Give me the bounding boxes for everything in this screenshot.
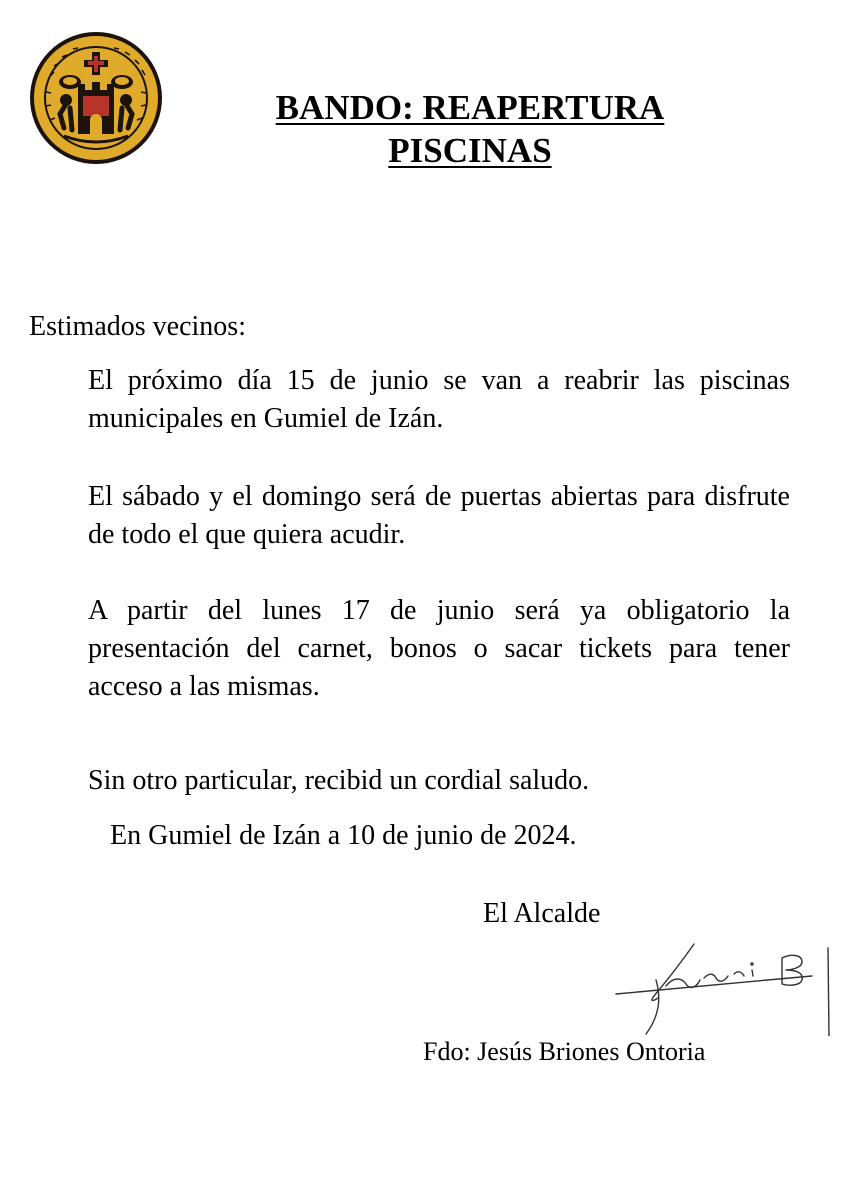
greeting: Estimados vecinos:: [29, 311, 246, 342]
title-line-1: BANDO: REAPERTURA: [275, 88, 665, 127]
municipal-seal-logo: [28, 30, 164, 166]
signed-by: Fdo: Jesús Briones Ontoria: [423, 1037, 706, 1066]
page-title: [200, 86, 740, 172]
paragraph-requirements: A partir del lunes 17 de junio será ya obligatorio la presentación del carnet, bonos o sacar tickets para tener acceso a las mismas.: [88, 595, 790, 702]
title-line-2: PISCINAS: [388, 131, 552, 170]
place-date: En Gumiel de Izán a 10 de junio de 2024.: [110, 820, 577, 851]
closing-line: Sin otro particular, recibid un cordial saludo.: [88, 765, 590, 796]
handwritten-signature: [606, 936, 834, 1036]
paragraph-open-doors: El sábado y el domingo será de puertas abiertas para disfrute de todo el que quiera acudir.: [88, 481, 790, 550]
paragraph-reopening: El próximo día 15 de junio se van a reabrir las piscinas municipales en Gumiel de Izán.: [88, 365, 790, 434]
signer-role: El Alcalde: [483, 898, 601, 929]
